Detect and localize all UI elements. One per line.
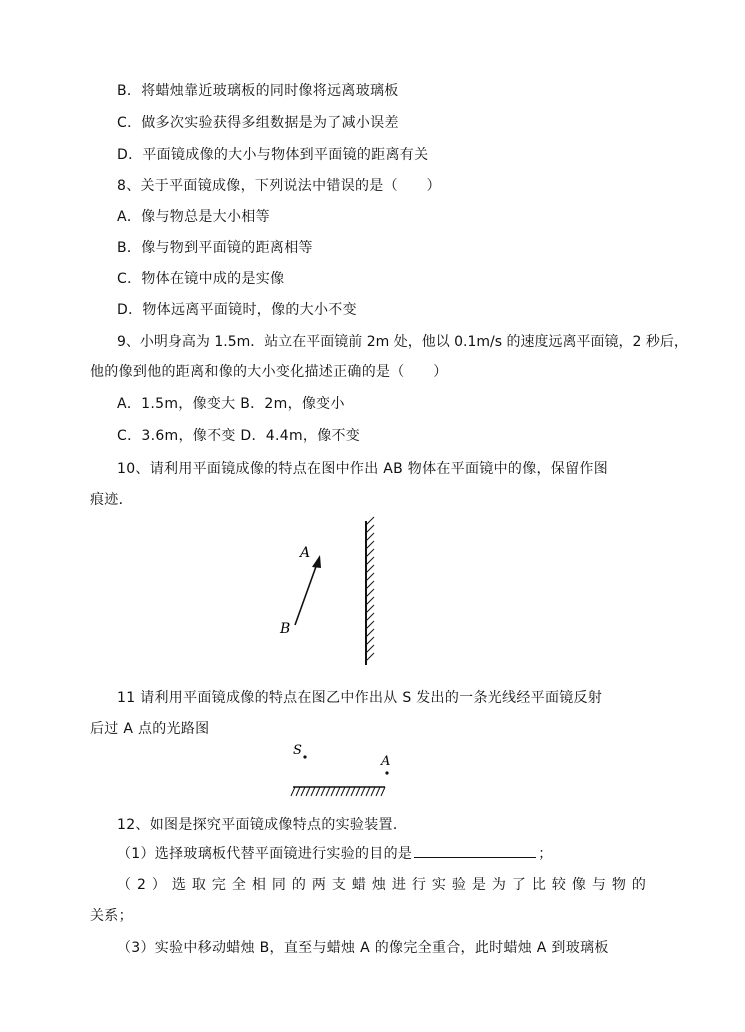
q7-option-b: B．将蜡烛靠近玻璃板的同时像将远离玻璃板 xyxy=(117,83,399,99)
q9-stem-line1: 9、小明身高为 1.5m．站立在平面镜前 2m 处，他以 0.1m/s 的速度远离平面镜，2 秒后， xyxy=(117,334,688,350)
q7-option-d: D．平面镜成像的大小与物体到平面镜的距离有关 xyxy=(117,147,429,163)
q11-stem-line1: 11 请利用平面镜成像的特点在图乙中作出从 S 发出的一条光线经平面镜反射 xyxy=(117,690,603,706)
arrowhead xyxy=(312,555,321,568)
label-s: S xyxy=(293,743,302,758)
q8-option-a: A．像与物总是大小相等 xyxy=(117,209,270,225)
q12-stem: 12、如图是探究平面镜成像特点的实验装置． xyxy=(117,817,408,833)
answer-blank[interactable] xyxy=(414,843,536,858)
label-b: B xyxy=(280,621,291,637)
q8-stem: 8、关于平面镜成像，下列说法中错误的是（ ） xyxy=(117,178,441,194)
point-s xyxy=(303,755,306,758)
q12-sub2-line2: 关系； xyxy=(90,908,133,924)
mirror-hatching xyxy=(366,517,374,661)
q10-stem-line2: 痕迹． xyxy=(90,492,133,508)
object-ab-arrow xyxy=(295,561,318,625)
q10-figure xyxy=(270,515,390,670)
q12-sub1-end: ； xyxy=(538,846,553,862)
mirror-hatching xyxy=(291,787,385,796)
q11-stem-line2: 后过 A 点的光路图 xyxy=(90,721,210,737)
q9-stem-line2: 他的像到他的距离和像的大小变化描述正确的是（ ） xyxy=(90,364,448,380)
q7-option-c: C．做多次实验获得多组数据是为了减小误差 xyxy=(117,115,399,131)
q10-stem-line1: 10、请利用平面镜成像的特点在图中作出 AB 物体在平面镜中的像，保留作图 xyxy=(117,461,608,477)
q12-sub1 xyxy=(117,843,553,864)
q12-sub1-text: （1）选择玻璃板代替平面镜进行实验的目的是 xyxy=(117,846,413,862)
q8-option-b: B．像与物到平面镜的距离相等 xyxy=(117,240,313,256)
q12-sub2-line1: （2）选取完全相同的两支蜡烛进行实验是为了比较像与物的 xyxy=(117,877,652,893)
q11-figure xyxy=(285,740,395,802)
q12-sub3-line1: （3）实验中移动蜡烛 B，直至与蜡烛 A 的像完全重合，此时蜡烛 A 到玻璃板 xyxy=(117,940,609,956)
label-a: A xyxy=(300,545,311,561)
q8-option-d: D．物体远离平面镜时，像的大小不变 xyxy=(117,302,357,318)
label-a: A xyxy=(381,754,391,769)
q8-option-c: C．物体在镜中成的是实像 xyxy=(117,271,285,287)
q9-options-row1: A．1.5m，像变大 B．2m，像变小 xyxy=(117,396,345,412)
q9-options-row2: C．3.6m，像不变 D．4.4m，像不变 xyxy=(117,428,361,444)
point-a xyxy=(385,771,388,774)
